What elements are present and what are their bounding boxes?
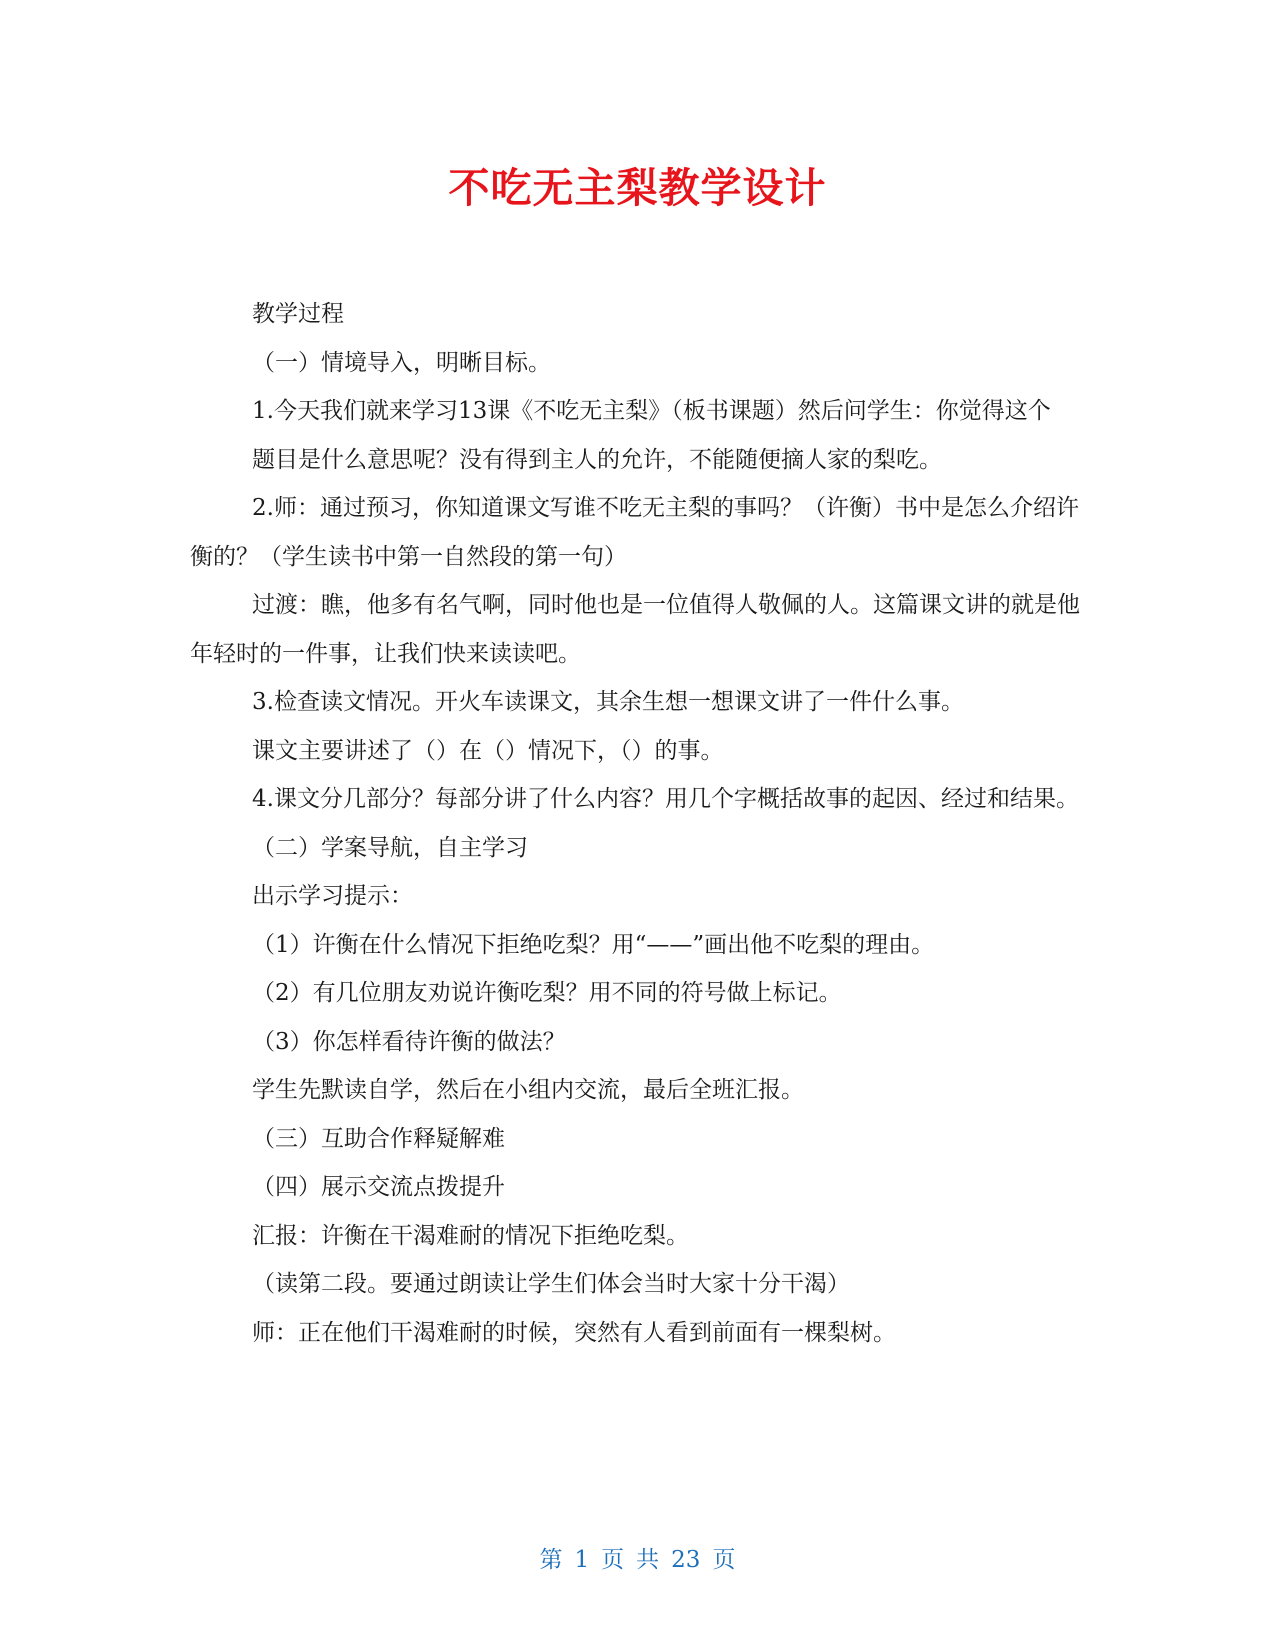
paragraph: 1.今天我们就来学习13课《不吃无主梨》（板书课题）然后问学生：你觉得这个 <box>252 398 1051 424</box>
footer-label: 页 <box>601 1547 625 1573</box>
footer-label: 页 <box>712 1547 736 1573</box>
paragraph: （三）互助合作释疑解难 <box>252 1125 505 1152</box>
paragraph: 出示学习提示： <box>252 883 413 909</box>
paragraph: 教学过程 <box>252 301 344 327</box>
document-body <box>190 290 1083 1357</box>
page-footer <box>0 1545 1275 1575</box>
paragraph: （一）情境导入，明晰目标。 <box>252 349 551 376</box>
paragraph: 3.检查读文情况。开火车读课文，其余生想一想课文讲了一件什么事。 <box>252 689 964 715</box>
paragraph: （1）许衡在什么情况下拒绝吃梨？用“——”画出他不吃梨的理由。 <box>252 931 935 958</box>
paragraph: 师：正在他们干渴难耐的时候，突然有人看到前面有一棵梨树。 <box>252 1319 896 1346</box>
paragraph: 4.课文分几部分？每部分讲了什么内容？用几个字概括故事的起因、经过和结果。 <box>252 786 1079 812</box>
paragraph: 2.师：通过预习，你知道课文写谁不吃无主梨的事吗？（许衡）书中是怎么介绍许衡的？（学生读书中第一自然段的第一句） <box>190 495 1079 570</box>
document-title: 不吃无主梨教学设计 <box>448 164 827 212</box>
footer-page-current: 1 <box>574 1547 590 1573</box>
footer-label: 第 <box>539 1547 563 1573</box>
paragraph: 汇报：许衡在干渴难耐的情况下拒绝吃梨。 <box>252 1222 689 1249</box>
paragraph: （四）展示交流点拨提升 <box>252 1174 505 1200</box>
paragraph: （2）有几位朋友劝说许衡吃梨？用不同的符号做上标记。 <box>252 980 842 1006</box>
paragraph: （读第二段。要通过朗读让学生们体会当时大家十分干渴） <box>252 1271 850 1297</box>
paragraph: 课文主要讲述了（）在（）情况下，（）的事。 <box>252 737 724 764</box>
footer-page-total: 23 <box>671 1547 701 1573</box>
paragraph: 学生先默读自学，然后在小组内交流，最后全班汇报。 <box>252 1077 804 1103</box>
footer-label: 共 <box>636 1547 660 1573</box>
paragraph: （3）你怎样看待许衡的做法？ <box>252 1028 566 1055</box>
paragraph: 过渡：瞧，他多有名气啊，同时他也是一位值得人敬佩的人。这篇课文讲的就是他年轻时的一件事，让我们快来读读吧。 <box>190 592 1080 667</box>
paragraph: （二）学案导航，自主学习 <box>252 834 528 861</box>
paragraph: 题目是什么意思呢？没有得到主人的允许，不能随便摘人家的梨吃。 <box>252 446 942 473</box>
